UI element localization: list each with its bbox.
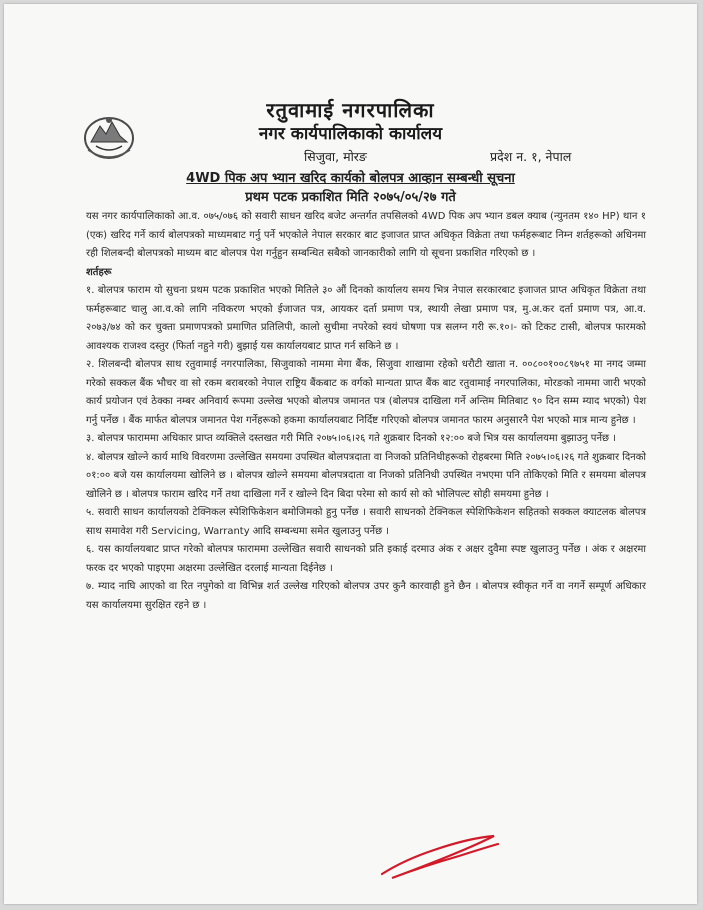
notice-subject: 4WD पिक अप भ्यान खरिद कार्यको बोलपत्र आव्हान सम्बन्धी सूचना	[186, 171, 515, 186]
notice-body	[86, 208, 646, 615]
municipality-name: रतुवामाई नगरपालिका	[266, 98, 435, 122]
condition-item: ७. म्याद नाघि आएको वा रित नपुगेको वा विभिन्न शर्त उल्लेख गरिएको बोलपत्र उपर कुनै कारवाही हुने छैन । बोलपत्र स्वीकृत गर्ने वा नगर्ने सम्पूर्ण अधिकार यस कार्यालयमा सुरक्षित रहने छ ।	[86, 581, 646, 611]
signature-icon	[374, 830, 504, 884]
location-text: सिजुवा, मोरङ	[304, 149, 367, 164]
condition-item: ६. यस कार्यालयबाट प्राप्त गरेको बोलपत्र फाराममा उल्लेखित सवारी साधनको प्रति इकाई दरमाउ अंक र अक्षर दुवैमा स्पष्ट खुलाउनु पर्नेछ । अंक र अक्षरमा फरक दर भएको पाइएमा अक्षरमा उल्लेखित दरलाई मान्यता दिईनेछ ।	[86, 544, 646, 574]
publication-date: प्रथम पटक प्रकाशित मिति २०७५/०५/२७ गते	[245, 190, 456, 205]
intro-paragraph: यस नगर कार्यपालिकाको आ.व. ०७५/०७६ को सवारी साधन खरिद बजेट अन्तर्गत तपसिलको 4WD पिक अप भ्यान डबल क्याब (न्युनतम १४० HP) थान १ (एक) खरिद गर्ने कार्य बोलपत्रको माध्यमबाट गर्नु पर्ने भएकोले नेपाल सरकार बाट इजाजत प्राप्त अधिकृत विक्रेता तथा फर्महरूबाट निम्न शर्तहरूको अधिनमा रही शिलबन्दी बोलपत्रको माध्यम बाट बोलपत्र पेश गर्नुहुन सम्बन्धित सबैको जानकारीको लागि यो सूचना प्रकाशित गरिएको छ ।	[86, 211, 646, 259]
conditions-heading: शर्तहरू	[86, 266, 112, 278]
notice-page	[4, 4, 697, 904]
office-name: नगर कार्यपालिकाको कार्यालय	[258, 124, 443, 144]
condition-item: ४. बोलपत्र खोल्ने कार्य माथि विवरणमा उल्लेखित समयमा उपस्थित बोलपत्रदाता वा निजको प्रतिनिधीहरूको रोहबरमा मिति २०७५।०६।२६ गते शुक्रबार दिनको ०१:०० बजे यस कार्यालयमा खोलिने छ । बोलपत्र खोल्ने समयमा बोलपत्रदाता वा निजको प्रतिनिधी उपस्थित नभएमा पनि तोकिएको मिति र समयमा बोलपत्र खोलिने छ । बोलपत्र फाराम खरिद गर्ने तथा दाखिला गर्ने र खोल्ने दिन बिदा परेमा सो कार्य सो को भोलिपल्ट सोही समयमा हुनेछ ।	[86, 451, 646, 500]
condition-item: ३. बोलपत्र फाराममा अधिकार प्राप्त व्यक्तिले दस्तखत गरी मिति २०७५।०६।२६ गते शुक्रबार दिनको १२:०० बजे भित्र यस कार्यालयमा बुझाउनु पर्नेछ ।	[86, 433, 616, 444]
province-text: प्रदेश न. १, नेपाल	[490, 149, 572, 164]
condition-item: ५. सवारी साधन कार्यालयको टेक्निकल स्पेशिफिकेशन बमोजिमको हुनु पर्नेछ । सवारी साधनको टेक्निकल स्पेशिफिकेशन सहितको सक्कल क्याटलक बोलपत्र साथ समावेश गरी Servicing, Warranty आदि सम्बन्धमा समेत खुलाउनु पर्नेछ ।	[86, 507, 646, 537]
condition-item: १. बोलपत्र फाराम यो सुचना प्रथम पटक प्रकाशित भएको मितिले ३० औं दिनको कार्यालय समय भित्र नेपाल सरकारबाट इजाजत प्राप्त अधिकृत विक्रेता तथा फर्महरूबाट चालु आ.व.को लागि नविकरण भएको ईजाजत पत्र, आयकर दर्ता प्रमाण पत्र, स्थायी लेखा प्रमाण पत्र, मु.अ.कर दर्ता प्रमाण पत्र, आ.व. २०७३/७४ को कर चुक्ता प्रमाणपत्रको प्रमाणित प्रतिलिपी, कालो सुचीमा नपरेको स्वयं घोषणा पत्र सलग्न गरी रू.१०।- को टिकट टासी, बोलपत्र फारमको आवश्यक राजश्व दस्तुर (फिर्ता नहुने गरी) बुझाई यस कार्यालयबाट प्राप्त गर्न सकिने छ ।	[86, 285, 646, 352]
condition-item: २. शिलबन्दी बोलपत्र साथ रतुवामाई नगरपालिका, सिजुवाको नाममा मेगा बैंक, सिजुवा शाखामा रहेको धरौटी खाता न. ००८००१००८९७५१ मा नगद जम्मा गरेको सक्कल बैंक भौचर वा सो रकम बराबरको नेपाल राष्ट्रिय बैंकबाट क वर्गको मान्यता प्राप्त बैंक बाट रतुवामाई नगरपालिका, मोरङको नाममा जारी भएको कार्य प्रयोजन एवं ठेक्का नम्बर अनिवार्य रूपमा उल्लेख भएको बोलपत्र जमानत पत्र (बोलपत्र दाखिला गर्ने अन्तिम मितिबाट ९० दिन सम्म म्याद भएको) पेश गर्नु पर्नेछ । बैंक मार्फत बोलपत्र जमानत पेश गर्नेहरूको हकमा कार्यालयबाट निर्दिष्ट गरिएको बोलपत्र जमानत फारम अनुसारनै पेश भएको मात्र मान्य हुनेछ ।	[86, 359, 646, 426]
